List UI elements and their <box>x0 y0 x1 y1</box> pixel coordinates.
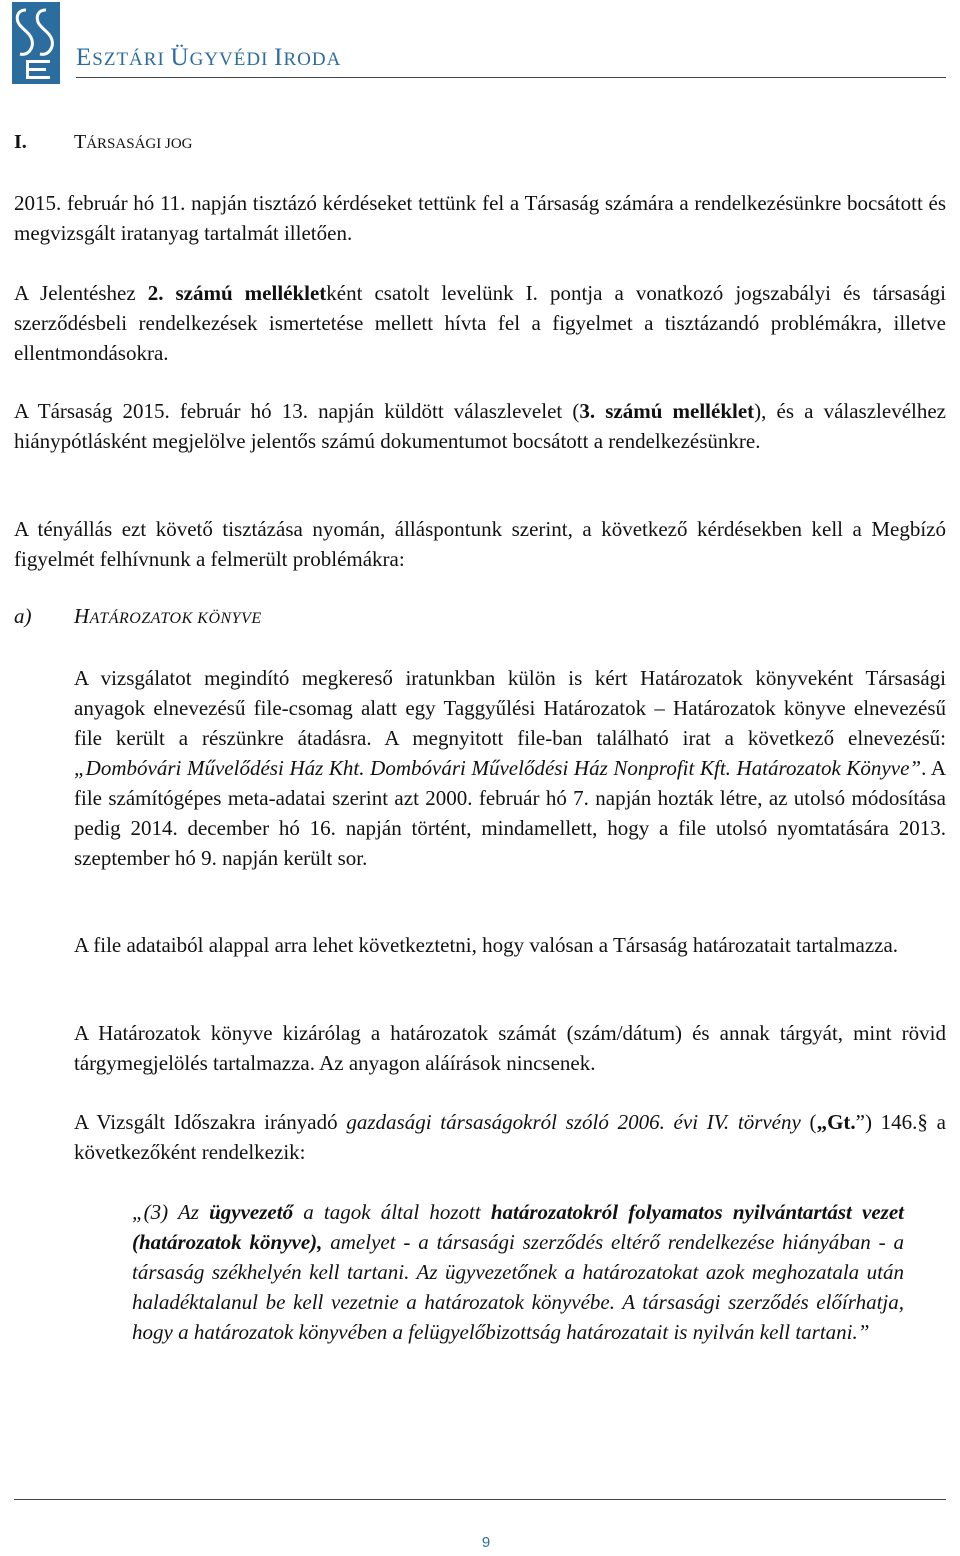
subsection-paragraph-2: A file adataiból alappal arra lehet következtetni, hogy valósan a Társaság határozatait tartalmazza. <box>74 933 899 957</box>
monogram-logo <box>12 2 60 84</box>
subsection-letter: a) <box>14 604 32 628</box>
paragraph-2: A Jelentéshez 2. számú mellékletként csatolt levelünk I. pontja a vonatkozó jogszabályi és társasági szerződésbeli rendelkezések ismertetése mellett hívta fel a figyelmet a tisztázandó problémákra, illetve ellentmondásokra. <box>14 281 946 365</box>
paragraph-1: 2015. február hó 11. napján tisztázó kérdéseket tettünk fel a Társaság számára a rendelkezésünkre bocsátott és megvizsgált iratanyag tartalmát illetően. <box>14 191 946 245</box>
subsection-heading <box>14 604 262 629</box>
page-number: 9 <box>481 1534 491 1551</box>
subsection-paragraph-3: A Határozatok könyve kizárólag a határozatok számát (szám/dátum) és annak tárgyát, mint rövid tárgymegjelölés tartalmazza. Az anyagon aláírások nincsenek. <box>74 1021 946 1075</box>
subsection-paragraph-1: A vizsgálatot megindító megkereső iratunkban külön is kért Határozatok könyveként Társasági anyagok elnevezésű file-csomag alatt egy Taggyűlési Határozatok – Határozatok könyve elnevezésű file került a részünkre átadásra. A megnyitott file-ban található irat a következő elnevezésű: „Dombóvári Művelődési Ház Kht. Dombóvári Művelődési Ház Nonprofit Kft. Határozatok Könyve”. A file számítógépes meta-adatai szerint azt 2000. február hó 7. napján hozták létre, az utolsó módosítása pedig 2014. december hó 16. napján történt, mindamellett, hogy a file utolsó nyomtatására 2013. szeptember hó 9. napján került sor. <box>74 666 946 870</box>
subsection-title: HATÁROZATOK KÖNYVE <box>74 604 262 628</box>
section-number: I. <box>14 131 27 153</box>
firm-name: ESZTÁRI ÜGYVÉDI IRODA <box>76 44 342 71</box>
law-quote: „(3) Az ügyvezető a tagok által hozott határozatokról folyamatos nyilvántartást vezet (határozatok könyve), amelyet - a társasági szerződés eltérő rendelkezése hiányában - a társaság székhelyén kell tartani. Az ügyvezetőnek a határozatokat azok meghozatala után haladéktalanul be kell vezetnie a határozatok könyvébe. A társasági szerződés előírhatja, hogy a határozatok könyvében a felügyelőbizottság határozatait is nyilván kell tartani.” <box>132 1200 904 1344</box>
section-heading <box>14 131 193 154</box>
footer-divider <box>14 1499 946 1500</box>
section-title: TÁRSASÁGI JOG <box>74 131 193 153</box>
subsection-paragraph-4: A Vizsgált Időszakra irányadó gazdasági társaságokról szóló 2006. évi IV. törvény („Gt.”) 146.§ a következőként rendelkezik: <box>74 1110 946 1164</box>
paragraph-3: A Társaság 2015. február hó 13. napján küldött válaszlevelet (3. számú melléklet), és a válaszlevélhez hiánypótlásként megjelölve jelentős számú dokumentumot bocsátott a rendelkezésünkre. <box>14 399 946 453</box>
paragraph-4: A tényállás ezt követő tisztázása nyomán, álláspontunk szerint, a következő kérdésekben kell a Megbízó figyelmét felhívnunk a felmerült problémákra: <box>14 517 946 571</box>
header-divider <box>76 77 946 78</box>
